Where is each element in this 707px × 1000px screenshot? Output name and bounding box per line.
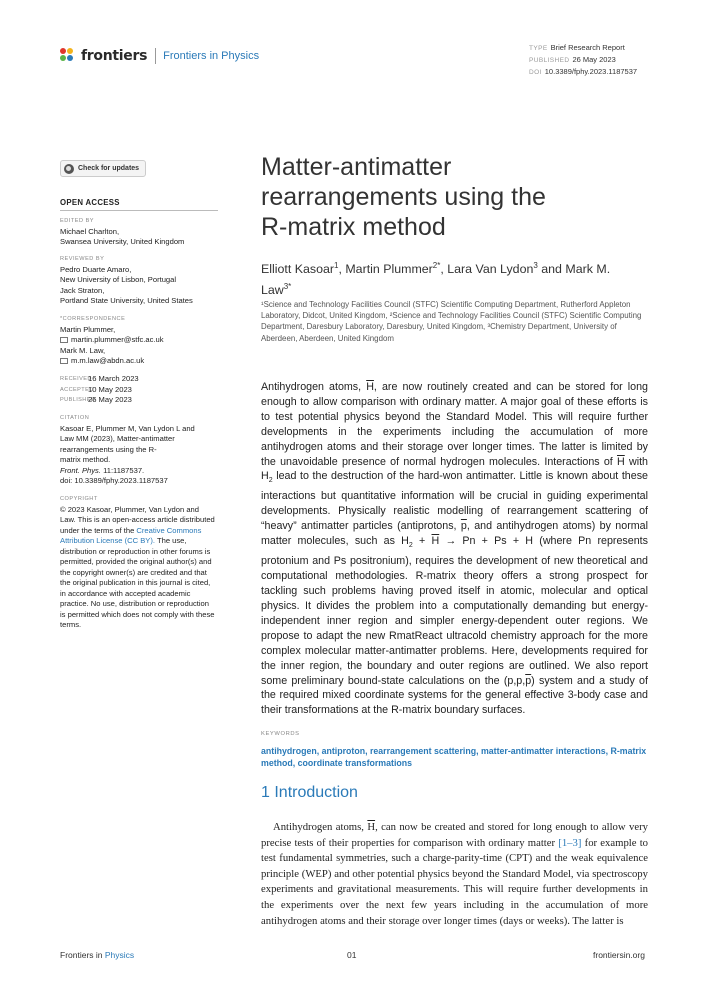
corr-name: Martin Plummer,: [60, 324, 116, 334]
page-number: 01: [347, 950, 357, 960]
type-label: TYPE: [529, 45, 548, 52]
author-affil-sup: 3: [533, 261, 538, 270]
open-access: [60, 198, 218, 209]
abstract-text: system and a study of the required mixed coordinate systems for the general effective 3-body case and their transformations at the R-matrix boundary surfaces.: [261, 674, 648, 717]
copyright-text: © 2023 Kasoar, Plummer, Van Lydon and Law. This is an open-access article distributed under the terms of the: [60, 504, 215, 535]
received-date: 16 March 2023: [88, 374, 139, 383]
body-text: Antihydrogen atoms,: [273, 821, 364, 833]
antiproton-symbol: $\overline{p}$: [525, 674, 532, 687]
abstract-text: with H: [261, 455, 648, 483]
logo-divider: [155, 48, 156, 64]
affiliations: ¹Science and Technology Facilities Council (STFC) Scientific Computing Department, Rutherford Appleton Laboratory, Didcot, United Kingdom, ²Science and Technology Facilities Council (STFC) Scientific Computing Department, Daresbury Laboratory, Daresbury, United Kingdom, ³Chemistry Department, University of Aberdeen, Aberdeen, United Kingdom: [261, 300, 642, 343]
citation-line: rearrangements using the R-: [60, 444, 157, 454]
abstract-text: lead to the destruction of the hard-won antimatter. Little is known about these interactions but quantitative information will be crucial in guiding experimental developments. Physically realistic modelling of rearrangement scattering of “heavy” antimatter particles (antiprotons,: [261, 470, 648, 533]
email-icon: [60, 337, 68, 343]
subscript: 2: [268, 477, 273, 485]
citation-line: Kasoar E, Plummer M, Van Lydon L and: [60, 423, 195, 433]
abstract-text: , and antihydrogen atoms) by normal matter molecules, such as H: [261, 520, 648, 548]
body-text: , can now be created and stored for long enough to allow very precise tests of their properties for comparison with ordinary matter: [261, 821, 648, 849]
citation-doi[interactable]: doi: 10.3389/fphy.2023.1187537: [60, 476, 168, 485]
reviewer-name: Jack Straton,: [60, 285, 105, 295]
reviewer-affiliation: Portland State University, United States: [60, 296, 193, 305]
citation-line: matrix method.: [60, 455, 111, 464]
author-affil-sup: 3*: [283, 282, 292, 292]
antihydrogen-symbol: $\overline{H}$: [366, 381, 374, 393]
published-value: 26 May 2023: [572, 55, 616, 64]
corr-email[interactable]: m.m.law@abdn.ac.uk: [71, 356, 145, 365]
footer-site-link[interactable]: frontiersin.org: [593, 950, 645, 960]
editor-affiliation: Swansea University, United Kingdom: [60, 237, 185, 246]
system-notation: (p,p,: [503, 674, 526, 687]
author-list: [261, 257, 641, 299]
citation: [60, 413, 218, 487]
article-title: Matter-antimatter rearrangements using the R-matrix method: [261, 153, 546, 241]
journal-name[interactable]: Frontiers in Physics: [163, 50, 260, 62]
author-name[interactable]: Lara Van Lydon: [447, 262, 534, 277]
received-label: RECEIVED: [60, 376, 92, 382]
antihydrogen-symbol: $\overline{H}$: [367, 821, 376, 833]
author-separator: ,: [338, 262, 346, 277]
section-heading: 1 Introduction: [261, 784, 358, 801]
sidebar-divider: [60, 210, 218, 211]
frontiers-logo[interactable]: [60, 46, 259, 66]
doi-value[interactable]: 10.3389/fphy.2023.1187537: [544, 67, 638, 76]
keywords[interactable]: antihydrogen, antiproton, rearrangement scattering, matter-antimatter interactions, R-matrix method, coordinate transformations: [261, 746, 647, 769]
reviewed-by-label: REVIEWED BY: [60, 256, 105, 262]
author-separator: ,: [440, 262, 448, 277]
correspondence: [60, 314, 218, 367]
reviewed-by: [60, 254, 218, 307]
email-icon: [60, 358, 68, 364]
reference-link[interactable]: [1–3]: [558, 836, 582, 849]
antihydrogen-symbol: $\overline{H}$: [431, 535, 440, 548]
antihydrogen-symbol: $\overline{H}$: [617, 455, 625, 468]
footer-journal-link[interactable]: Physics: [104, 950, 135, 960]
cc-license-link[interactable]: Creative Commons Attribution License (CC BY).: [60, 525, 202, 545]
publisher-name: frontiers: [81, 48, 148, 64]
keywords-label: KEYWORDS: [261, 731, 300, 737]
abstract-text: +: [419, 535, 426, 548]
editor-name: Michael Charlton,: [60, 226, 120, 236]
author-affil-sup: 2*: [432, 261, 441, 270]
corr-email[interactable]: martin.plummer@stfc.ac.uk: [71, 335, 164, 344]
author-name[interactable]: Martin Plummer: [345, 262, 433, 277]
citation-label: CITATION: [60, 415, 90, 421]
body-text: for example to test fundamental symmetries, such a charge-parity-time (CPT) and the weak equivalence principle (WEP) and other potential physics beyond the Standard Model, via spectroscopy experiments and gravitational measurements. This will require further developments in the experiments over the next few years including in the accumulation of more antihydrogen atoms and their storage over longer times (days or weeks). The latter is: [261, 836, 649, 927]
copyright-label: COPYRIGHT: [60, 496, 98, 502]
abstract-text: → Pn + Ps + H (where Pn represents protonium and Ps positronium), requires the development of new theoretical and computational methodologies. R-matrix theory offers a strong prospect for tackling such problems having proved itself in atomic, molecular and optical physics. It divides the problem into a computationally demanding but energy-independent inner region and simpler energy-dependent outer regions. We propose to adapt the new RmatReact ultracold chemistry approach for the more complex molecular matter-antimatter problems. Here, developments required for the inner region, the boundary and outer regions are outlined. We also report some preliminary bound-state calculations on the: [261, 535, 648, 687]
footer-journal: [60, 950, 134, 960]
antiproton-symbol: $\overline{p}$: [460, 520, 467, 533]
reviewer-name: Pedro Duarte Amaro,: [60, 264, 132, 274]
check-updates-button[interactable]: [60, 160, 146, 177]
author-name[interactable]: Elliott Kasoar: [261, 262, 335, 277]
frontiers-logo-icon: [60, 48, 76, 64]
published-date: 26 May 2023: [88, 395, 132, 404]
footer-prefix: Frontiers in: [60, 950, 103, 960]
system-notation: ): [531, 674, 535, 687]
published-label: PUBLISHED: [60, 397, 96, 403]
abstract-text: , are now routinely created and can be stored for long enough to allow comparison with ordinary matter. A major goal of these efforts is to test potential physics beyond the Standard Model. This will require further developments in the experiments including the accumulation of more antihydrogen atoms and their storage over longer times. The latter is limited by the unavoidable presence of normal hydrogen molecules. Interactions of: [261, 381, 648, 468]
author-affil-sup: 1: [334, 261, 339, 270]
correspondence-label: *CORRESPONDENCE: [60, 316, 126, 322]
copyright: [60, 494, 218, 631]
author-name[interactable]: Mark M. Law: [261, 262, 611, 298]
abstract-text: Antihydrogen atoms,: [261, 381, 362, 393]
check-updates-label: Check for updates: [78, 165, 140, 172]
dates: [60, 374, 218, 406]
citation-line: Law MM (2023), Matter-antimatter: [60, 434, 175, 443]
edited-by: [60, 216, 218, 248]
edited-by-label: EDITED BY: [60, 218, 95, 224]
accepted-label: ACCEPTED: [60, 386, 94, 393]
subscript: 2: [408, 542, 413, 550]
check-updates-icon: [64, 164, 74, 174]
doi-label: DOI: [529, 69, 542, 76]
intro-paragraph: [261, 820, 648, 929]
corr-name: Mark M. Law,: [60, 345, 106, 355]
article-meta: [529, 42, 637, 78]
citation-volume: 11:1187537.: [103, 465, 145, 475]
author-separator: and: [537, 262, 566, 277]
open-access-label: OPEN ACCESS: [60, 198, 120, 207]
published-label: PUBLISHED: [529, 57, 570, 64]
accepted-date: 10 May 2023: [88, 384, 132, 394]
reviewer-affiliation: New University of Lisbon, Portugal: [60, 275, 177, 284]
abstract: [261, 380, 648, 718]
copyright-text: The use, distribution or reproduction in other forums is permitted, provided the original author(s) and the copyright owner(s) are credited and that the original publication in this journal is cited, in accordance with accepted academic practice. No use, distribution or reproduction is permitted which does not comply with these terms.: [60, 536, 215, 629]
citation-journal: Front. Phys.: [60, 465, 101, 475]
type-value: Brief Research Report: [550, 43, 625, 52]
